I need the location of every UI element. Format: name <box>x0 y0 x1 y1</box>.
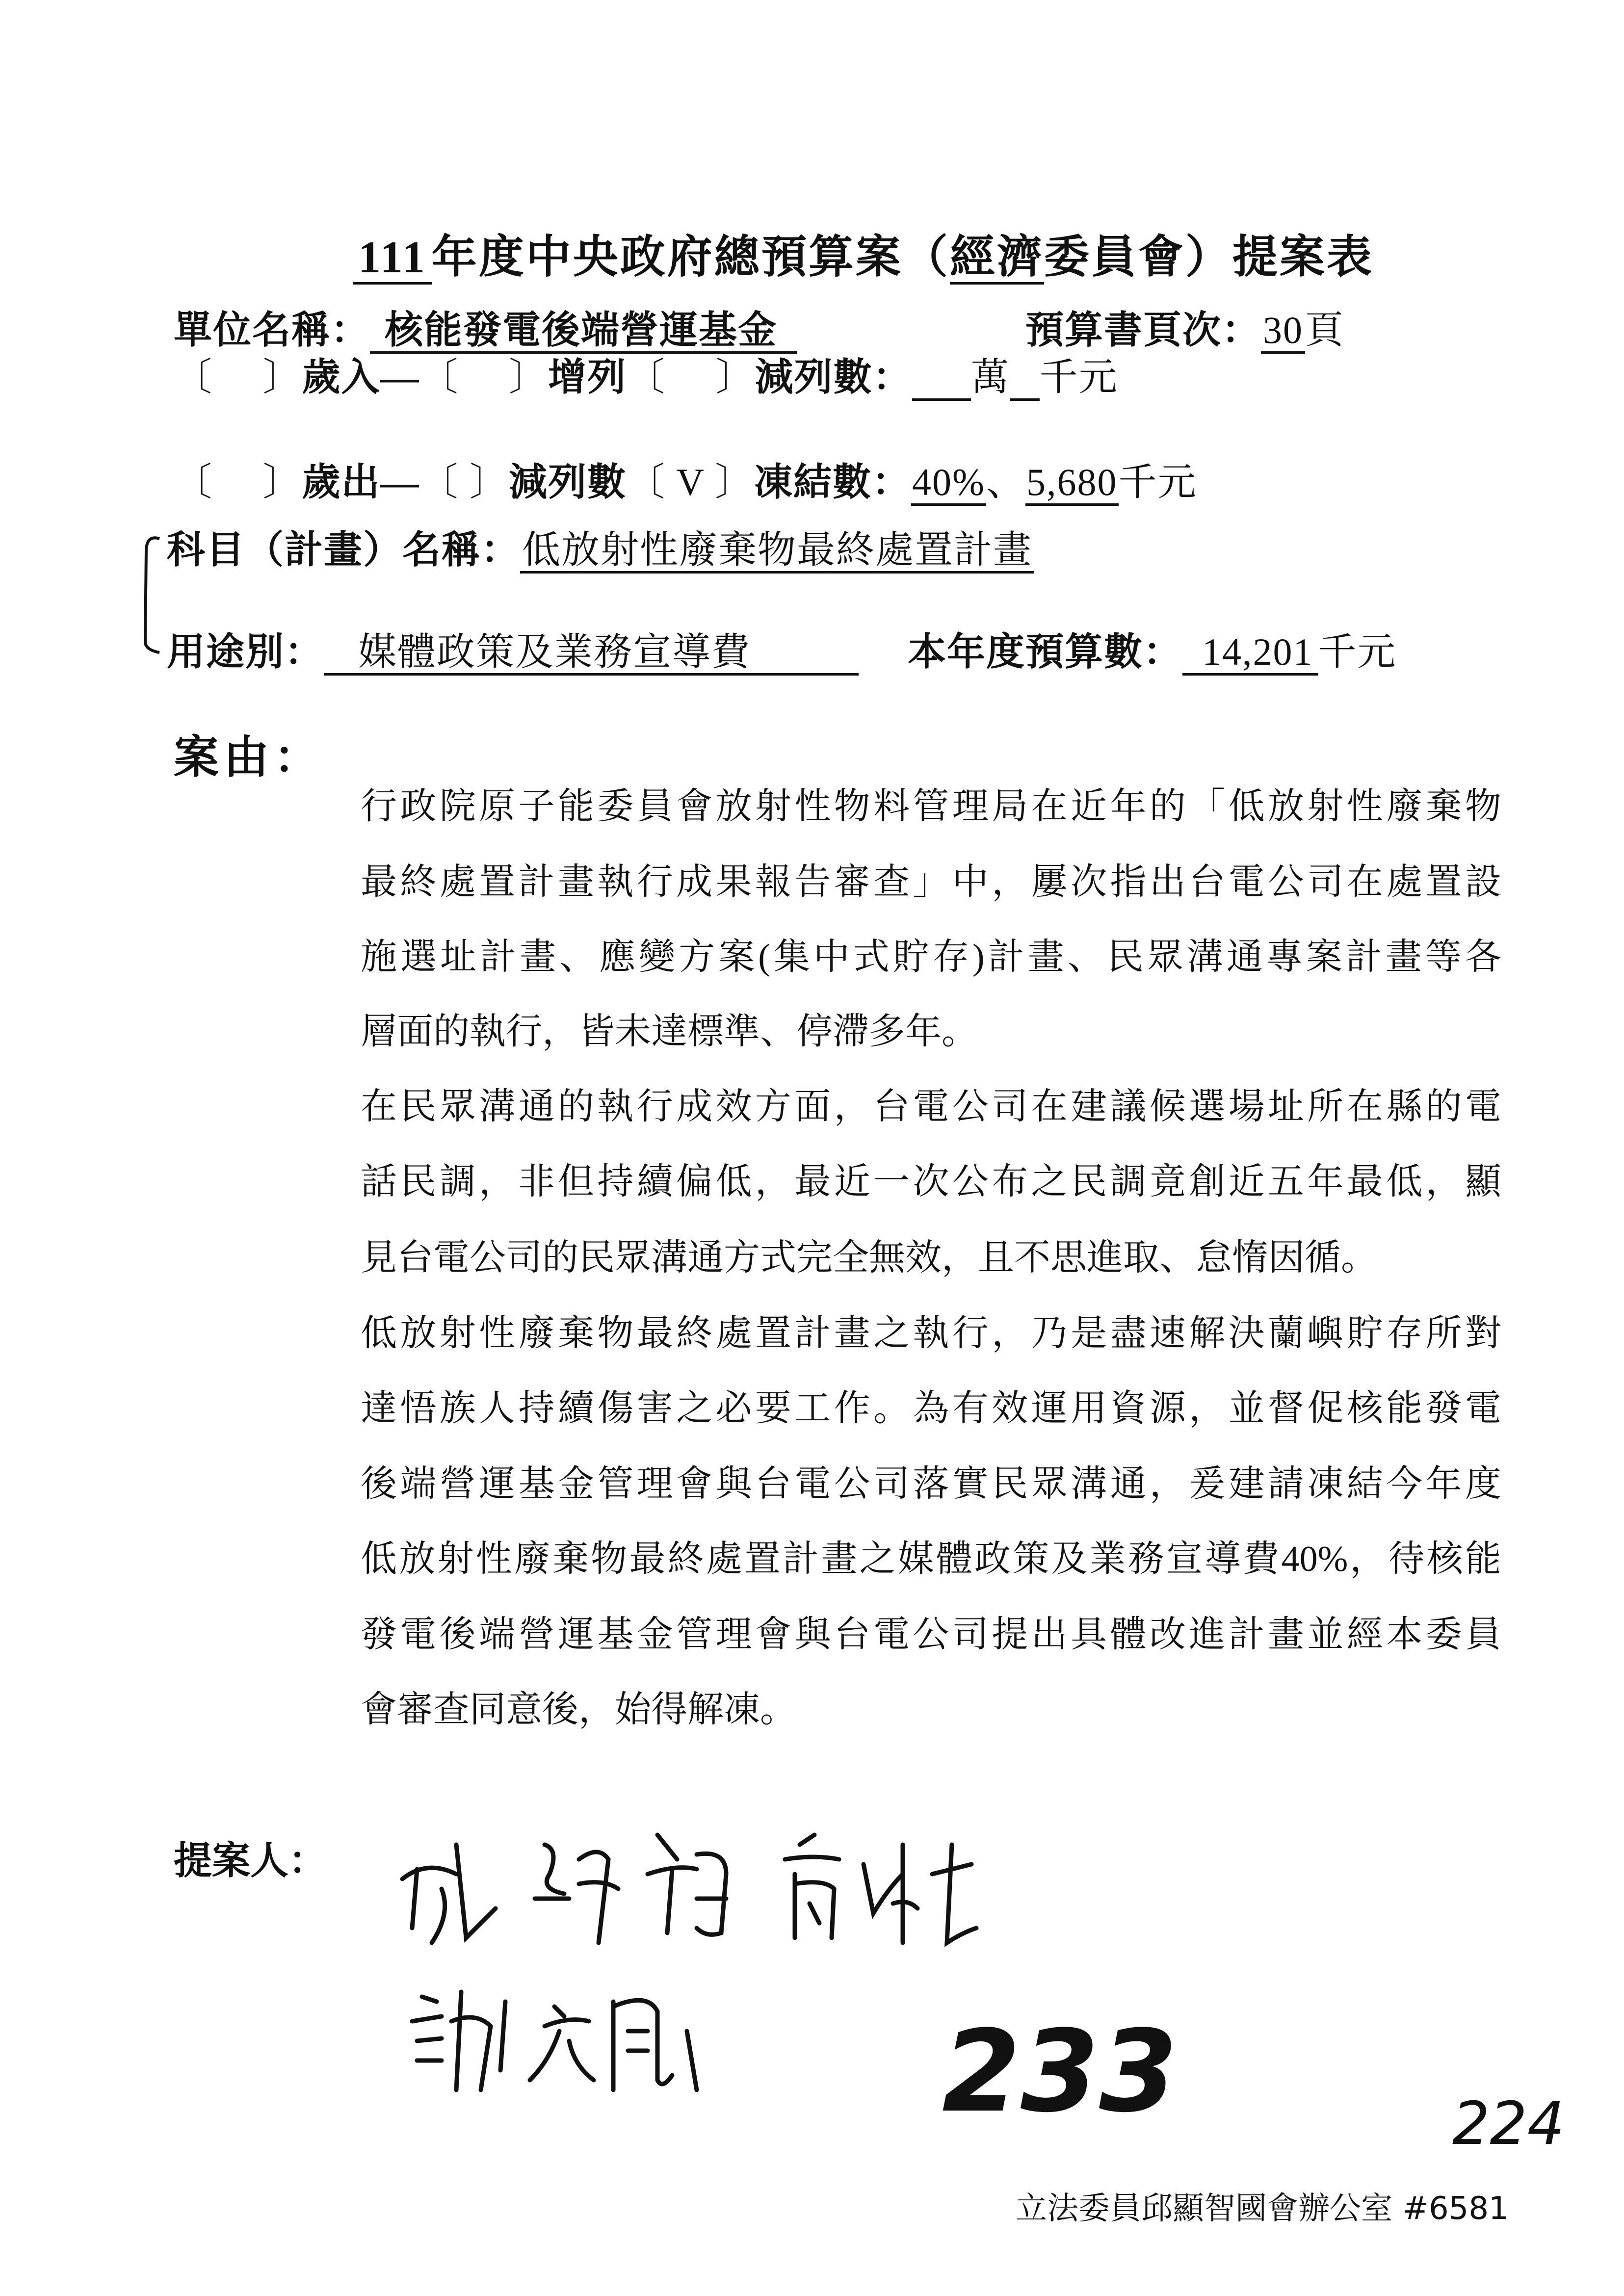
revenue-add-checkbox: 〔 〕 <box>419 356 549 398</box>
expense-checkbox: 〔 〕 <box>174 461 302 503</box>
reason-line: 層面的執行，皆未達標準、停滯多年。 <box>361 1012 978 1052</box>
budget-label: 本年度預算數： <box>908 630 1183 673</box>
reason-label: 案由： <box>174 732 324 783</box>
reason-line: 在民眾溝通的執行成效方面，台電公司在建議候選場址所在縣的電 <box>361 1087 1501 1127</box>
expense-freeze-label: 凍結數： <box>754 461 911 503</box>
reason-line: 低放射性廢棄物最終處置計畫之執行，乃是盡速解決蘭嶼貯存所對 <box>361 1313 1501 1354</box>
revenue-wan-blank <box>912 356 971 401</box>
revenue-wan: 萬 <box>970 356 1010 398</box>
reason-line: 發電後端營運基金管理會與台電公司提出具體改進計畫並經本委員 <box>361 1615 1501 1655</box>
freeze-amount: 5,680 <box>1025 461 1119 506</box>
budget-value: 14,201 <box>1182 630 1318 676</box>
handwritten-number: 233 <box>942 2007 1178 2138</box>
reason-line: 話民調，非但持續偏低，最近一次公布之民調竟創近五年最低，顯 <box>361 1162 1501 1202</box>
proposer-label: 提案人： <box>174 1839 327 1882</box>
usage-label: 用途別： <box>167 630 324 673</box>
page-label: 預算書頁次： <box>1025 309 1261 351</box>
revenue-qian: 千元 <box>1039 356 1118 398</box>
usage-value: 媒體政策及業務宣導費 <box>324 630 859 676</box>
title-year: 111 <box>353 232 432 285</box>
revenue-cut-label: 減列數： <box>755 356 912 398</box>
revenue-checkbox: 〔 〕 <box>174 356 302 398</box>
expense-label: 歲出— <box>302 461 420 503</box>
reason-line: 會審查同意後，始得解凍。 <box>361 1690 796 1730</box>
footer-office: 立法委員邱顯智國會辦公室 #6581 <box>1016 2191 1509 2227</box>
reason-line: 最終處置計畫執行成果報告審查」中，屢次指出台電公司在處置設 <box>361 862 1501 902</box>
revenue-label: 歲入— <box>302 356 420 398</box>
reason-line: 行政院原子能委員會放射性物料管理局在近年的「低放射性廢棄物 <box>361 786 1501 827</box>
subject-label: 科目（計畫）名稱： <box>167 528 521 571</box>
unit-value: 核能發電後端營運基金 <box>370 309 797 354</box>
freeze-unit: 千元 <box>1118 461 1197 503</box>
freeze-percent: 40% <box>911 461 986 506</box>
revenue-qian-blank <box>1010 356 1040 401</box>
budget-row <box>908 621 1397 676</box>
title-text-a: 年度中央政府總預算案（ <box>431 232 950 282</box>
subject-value: 低放射性廢棄物最終處置計畫 <box>520 528 1034 574</box>
title-committee: 經濟 <box>950 232 1044 285</box>
revenue-add-label: 增列 <box>548 356 627 398</box>
title-text-b: 委員會）提案表 <box>1044 232 1374 282</box>
subject-row <box>167 519 1034 574</box>
reason-line: 低放射性廢棄物最終處置計畫之媒體政策及業務宣導費40%，待核能 <box>361 1539 1501 1579</box>
page-value: 30 <box>1261 309 1305 354</box>
expense-row <box>174 451 1197 506</box>
reason-line: 施選址計畫、應變方案(集中式貯存)計畫、民眾溝通專案計畫等各 <box>361 937 1501 977</box>
page-title <box>353 221 1374 286</box>
expense-cut-checkbox: 〔 〕 <box>419 461 509 503</box>
freeze-sep: 、 <box>986 461 1025 503</box>
revenue-cut-checkbox: 〔 〕 <box>627 356 755 398</box>
handwritten-corner-number: 224 <box>1452 2090 1565 2158</box>
reason-line: 達悟族人持續傷害之必要工作。為有效運用資源，並督促核能發電 <box>361 1388 1501 1429</box>
budget-unit: 千元 <box>1318 630 1397 673</box>
expense-cut-label: 減列數 <box>509 461 627 503</box>
page-suffix: 頁 <box>1305 309 1345 351</box>
usage-row <box>167 621 859 676</box>
unit-label: 單位名稱： <box>174 309 370 351</box>
revenue-row <box>174 346 1118 401</box>
expense-freeze-checkbox: 〔 V 〕 <box>627 461 754 503</box>
reason-line: 後端營運基金管理會與台電公司落實民眾溝通，爰建請凍結今年度 <box>361 1464 1501 1504</box>
reason-line: 見台電公司的民眾溝通方式完全無效，且不思進取、怠惰因循。 <box>361 1238 1377 1278</box>
